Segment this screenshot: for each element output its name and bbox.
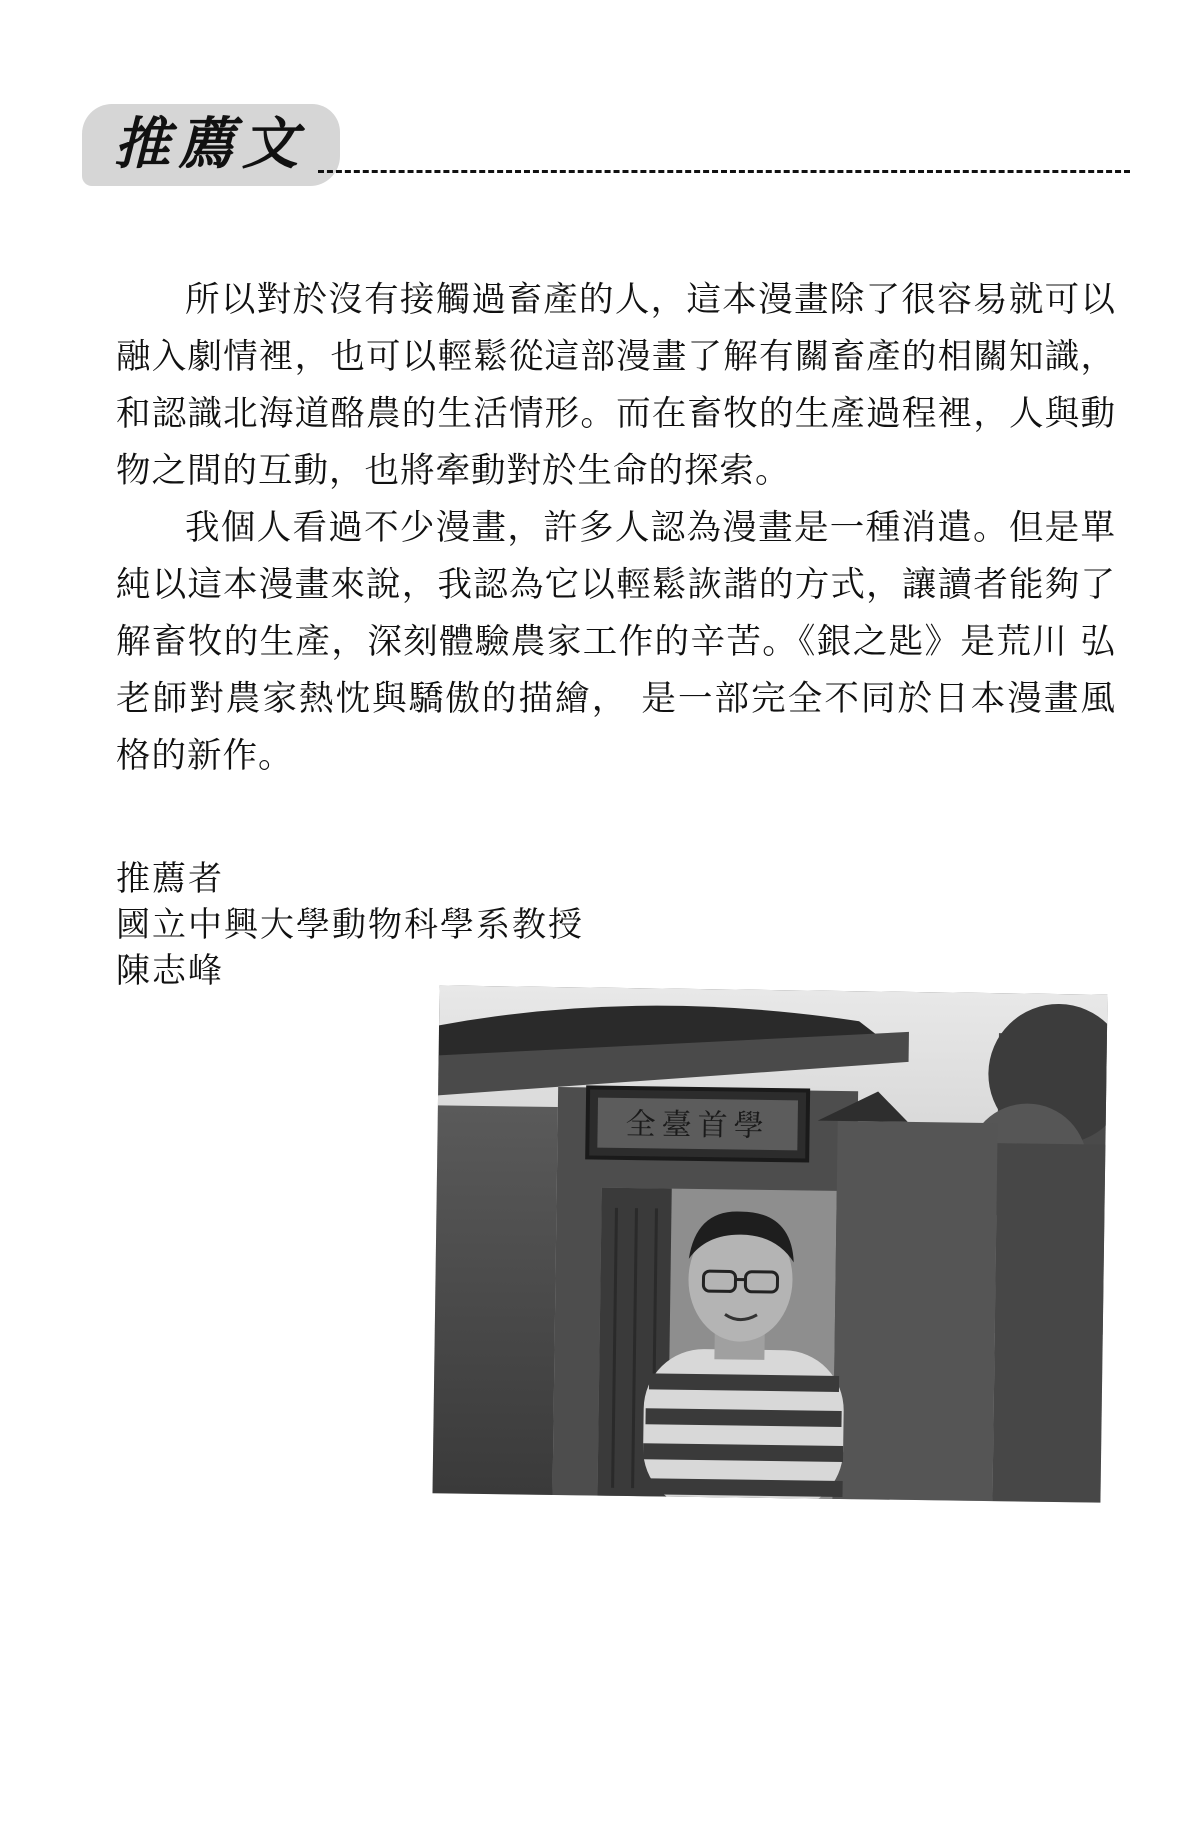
paragraph-2: 我個人看過不少漫畫，許多人認為漫畫是一種消遣。但是單純以這本漫畫來說，我認為它以輕鬆詼諧的方式，讓讀者能夠了解畜牧的生產，深刻體驗農家工作的辛苦。《銀之匙》是荒川 弘老師對農家熱忱與驕傲的描繪， 是一部完全不同於日本漫畫風格的新作。 [116, 508, 1116, 776]
recommender-name: 陳志峰 [116, 951, 224, 991]
photo-illustration [432, 985, 1107, 1502]
plaque-text: 全臺首學 [625, 1106, 770, 1144]
body-text [116, 272, 1116, 785]
page-title: 推薦文 [114, 112, 306, 177]
recommender-label: 推薦者 [116, 859, 224, 899]
header-divider [318, 170, 1130, 173]
recommender-affiliation: 國立中興大學動物科學系教授 [116, 905, 584, 945]
recommender-photo [432, 985, 1107, 1502]
paragraph-1: 所以對於沒有接觸過畜產的人，這本漫畫除了很容易就可以融入劇情裡，也可以輕鬆從這部漫畫了解有關畜產的相關知識，和認識北海道酪農的生活情形。而在畜牧的生產過程裡，人與動物之間的互動，也將牽動對於生命的探索。 [116, 280, 1116, 491]
recommender-block [116, 856, 584, 994]
